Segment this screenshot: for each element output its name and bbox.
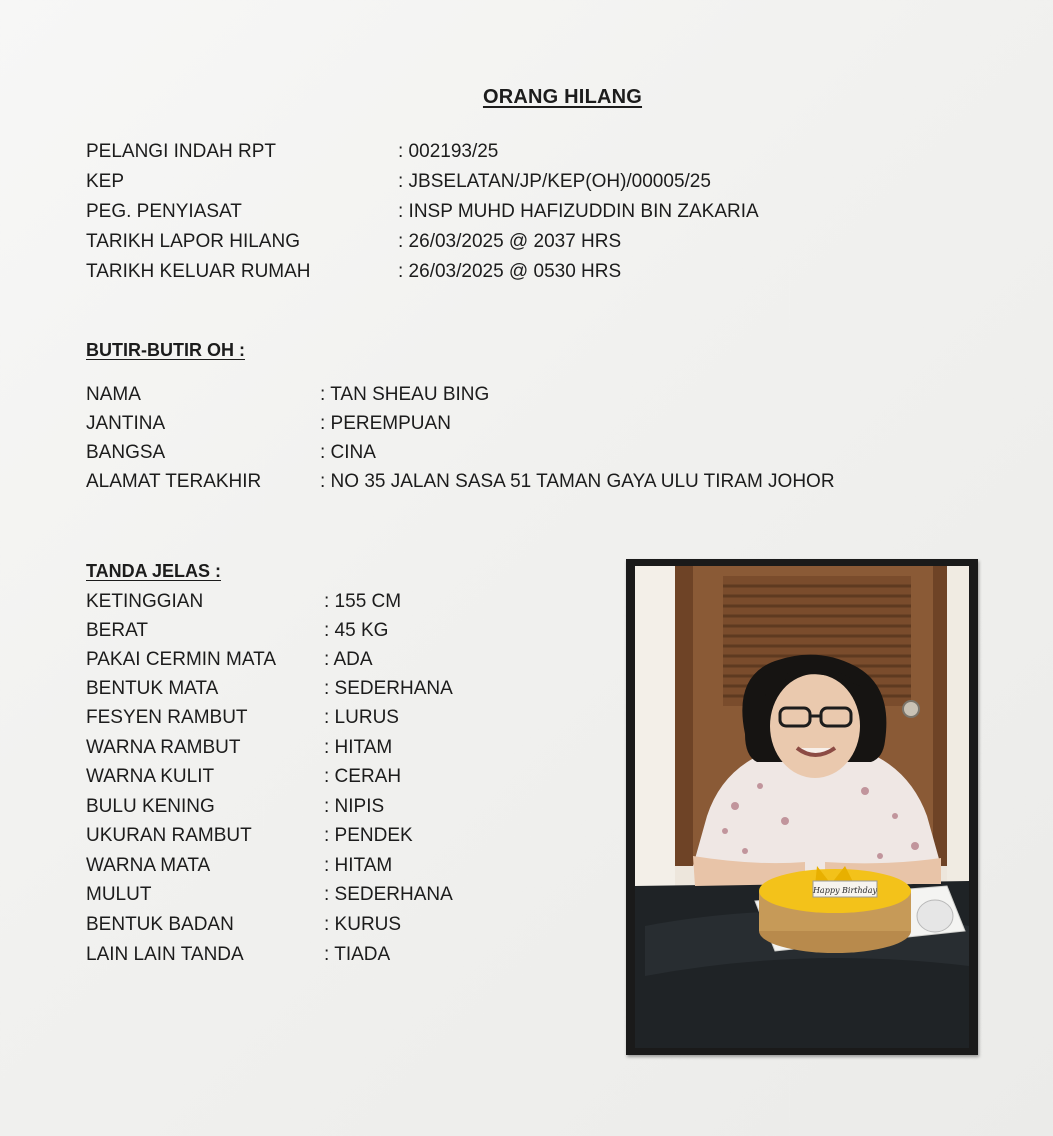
details-value: : NO 35 JALAN SASA 51 TAMAN GAYA ULU TIRAM JOHOR xyxy=(320,471,835,492)
marks-label: BENTUK MATA xyxy=(86,678,219,699)
marks-value: : KURUS xyxy=(324,914,402,935)
photo-side-dish xyxy=(917,900,953,932)
marks-label: UKURAN RAMBUT xyxy=(86,825,252,846)
case-info-label: PEG. PENYIASAT xyxy=(86,201,242,222)
marks-value: : CERAH xyxy=(324,766,402,787)
case-info-value: : 002193/25 xyxy=(398,141,499,162)
marks-label: WARNA KULIT xyxy=(86,766,215,787)
details-label: BANGSA xyxy=(86,442,166,463)
photo-cake-plaque-text: Happy Birthday xyxy=(812,886,878,895)
case-info-label: KEP xyxy=(86,171,125,192)
photo-illustration xyxy=(635,566,969,1048)
marks-value: : 45 KG xyxy=(324,620,389,641)
case-info-value: : 26/03/2025 @ 2037 HRS xyxy=(398,231,622,252)
details-label: ALAMAT TERAKHIR xyxy=(86,471,262,492)
marks-value: : 155 CM xyxy=(324,591,402,612)
marks-value: : NIPIS xyxy=(324,796,385,817)
marks-label: BERAT xyxy=(86,620,148,641)
case-info-label: PELANGI INDAH RPT xyxy=(86,141,277,162)
photo-door-knob xyxy=(903,701,919,717)
marks-value: : HITAM xyxy=(324,737,393,758)
marks-label: FESYEN RAMBUT xyxy=(86,707,248,728)
marks-label: LAIN LAIN TANDA xyxy=(86,944,244,965)
photo-wall-left xyxy=(635,566,675,886)
details-value: : CINA xyxy=(320,442,376,463)
marks-label: KETINGGIAN xyxy=(86,591,204,612)
details-value: : PEREMPUAN xyxy=(320,413,451,434)
marks-heading: TANDA JELAS : xyxy=(86,561,221,581)
details-value: : TAN SHEAU BING xyxy=(320,384,490,405)
marks-label: BULU KENING xyxy=(86,796,215,817)
marks-value: : LURUS xyxy=(324,707,399,728)
marks-value: : ADA xyxy=(324,649,373,670)
document-title: ORANG HILANG xyxy=(482,86,643,108)
photo-wall-right xyxy=(947,566,969,896)
marks-value: : HITAM xyxy=(324,855,393,876)
marks-label: PAKAI CERMIN MATA xyxy=(86,649,277,670)
marks-value: : SEDERHANA xyxy=(324,884,453,905)
marks-label: BENTUK BADAN xyxy=(86,914,234,935)
marks-value: : PENDEK xyxy=(324,825,413,846)
case-info-label: TARIKH LAPOR HILANG xyxy=(86,231,300,252)
case-info-value: : JBSELATAN/JP/KEP(OH)/00005/25 xyxy=(398,171,711,192)
missing-person-photo xyxy=(626,559,978,1055)
marks-value: : SEDERHANA xyxy=(324,678,453,699)
marks-label: WARNA MATA xyxy=(86,855,211,876)
marks-label: MULUT xyxy=(86,884,152,905)
details-label: JANTINA xyxy=(86,413,166,434)
details-heading: BUTIR-BUTIR OH : xyxy=(86,340,245,360)
case-info-value: : INSP MUHD HAFIZUDDIN BIN ZAKARIA xyxy=(398,201,759,222)
case-info-value: : 26/03/2025 @ 0530 HRS xyxy=(398,261,622,282)
case-info-label: TARIKH KELUAR RUMAH xyxy=(86,261,311,282)
marks-value: : TIADA xyxy=(324,944,391,965)
details-label: NAMA xyxy=(86,384,141,405)
marks-label: WARNA RAMBUT xyxy=(86,737,241,758)
